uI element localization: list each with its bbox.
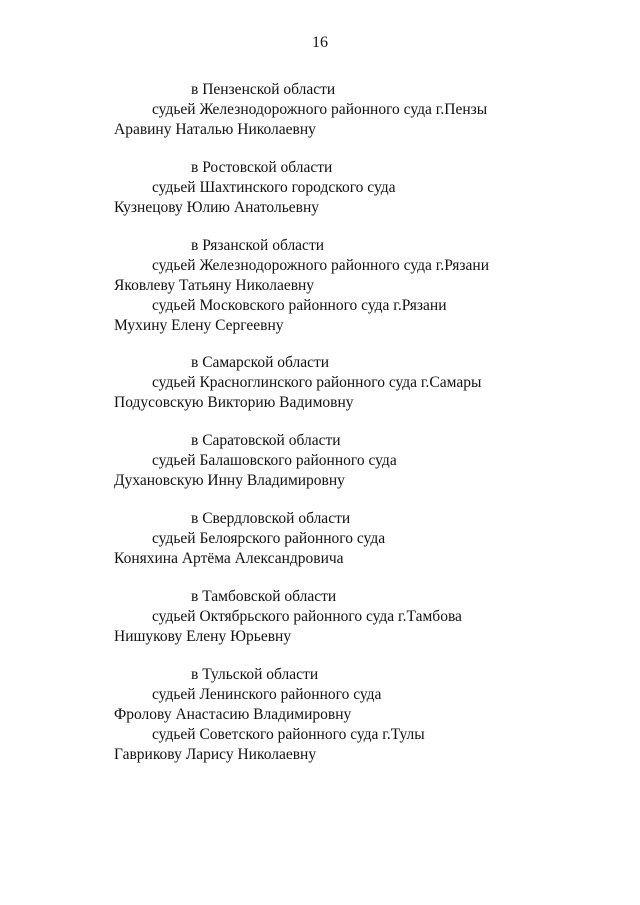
page-number: 16 xyxy=(312,34,328,51)
judge-name: Нишукову Елену Юрьевну xyxy=(114,628,292,645)
court-name: судьей Белоярского районного суда xyxy=(152,530,386,547)
judge-name: Духановскую Инну Владимировну xyxy=(114,472,345,489)
judge-name: Фролову Анастасию Владимировну xyxy=(114,706,352,723)
region-heading: в Тульской области xyxy=(191,666,319,683)
region-heading: в Пензенской области xyxy=(191,81,336,98)
region-heading: в Самарской области xyxy=(191,354,330,371)
judge-name: Яковлеву Татьяну Николаевну xyxy=(114,277,315,294)
judge-name: Кузнецову Юлию Анатольевну xyxy=(114,199,320,216)
region-heading: в Рязанской области xyxy=(191,237,325,254)
judge-name: Аравину Наталью Николаевну xyxy=(114,121,316,138)
judge-name: Гаврикову Ларису Николаевну xyxy=(114,746,317,763)
court-name: судьей Железнодорожного районного суда г.Рязани xyxy=(152,257,489,274)
court-name: судьей Железнодорожного районного суда г.Пензы xyxy=(152,101,488,118)
court-name: судьей Октябрьского районного суда г.Тамбова xyxy=(152,608,462,625)
court-name: судьей Советского районного суда г.Тулы xyxy=(152,726,425,743)
region-heading: в Саратовской области xyxy=(191,432,341,449)
court-name: судьей Ленинского районного суда xyxy=(152,686,382,703)
region-heading: в Свердловской области xyxy=(191,510,351,527)
judge-name: Коняхина Артёма Александровича xyxy=(114,550,344,567)
judge-name: Мухину Елену Сергеевну xyxy=(114,317,284,334)
region-heading: в Тамбовской области xyxy=(191,588,337,605)
region-heading: в Ростовской области xyxy=(191,159,333,176)
court-name: судьей Балашовского районного суда xyxy=(152,452,397,469)
judge-name: Подусовскую Викторию Вадимовну xyxy=(114,394,354,411)
court-name: судьей Красноглинского районного суда г.Самары xyxy=(152,374,482,391)
court-name: судьей Шахтинского городского суда xyxy=(152,179,396,196)
court-name: судьей Московского районного суда г.Рязани xyxy=(152,297,447,314)
